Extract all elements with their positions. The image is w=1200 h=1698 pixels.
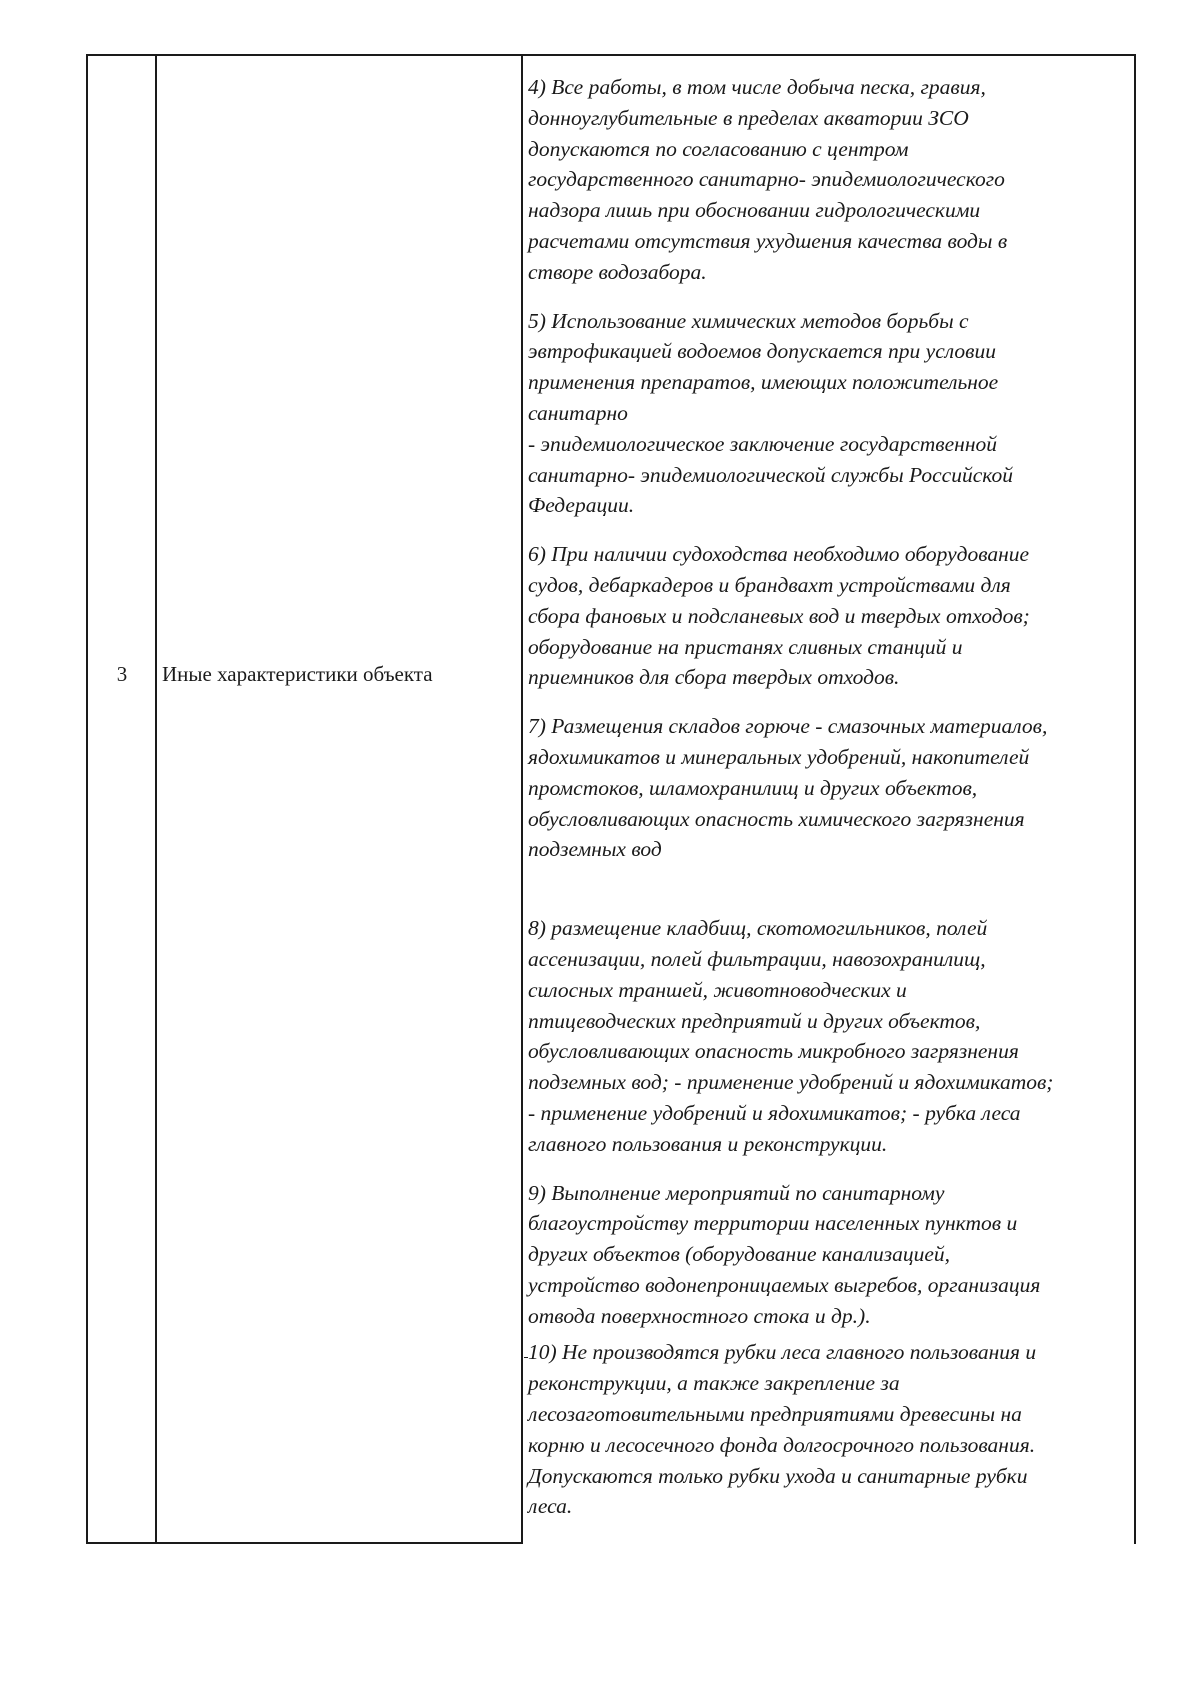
row-label: Иные характеристики объекта — [162, 662, 433, 686]
table-right-border — [1134, 54, 1136, 1544]
paragraph-9: 9) Выполнение мероприятий по санитарному благоустройству территории населенных пунктов и других объектов (оборудование канализацией, устройство водонепроницаемых выгребов, организация отвода поверхностного стока и др.). — [528, 1180, 1041, 1328]
paragraph-5: 5) Использование химических методов борьбы с эвтрофикацией водоемов допускается при условии применения препаратов, имеющих положительное санитарно - эпидемиологическое заключение государственной санитарно- эпидемиологической службы Российской Федерации. — [528, 308, 1013, 518]
column-divider-2 — [521, 54, 523, 1544]
table-left-border — [86, 54, 88, 1544]
paragraph-10: 10) Не производятся рубки леса главного пользования и реконструкции, а также закрепление за лесозаготовительными предприятиями древесины на корню и лесосечного фонда долгосрочного пользования. Допускаются только рубки ухода и санитарные рубки леса. — [528, 1340, 1037, 1519]
paragraph-8: 8) размещение кладбищ, скотомогильников, полей ассенизации, полей фильтрации, навозохранилищ, силосных траншей, животноводческих и птицеводческих предприятий и других объектов, обусловливающих опасность микробного загрязнения подземных вод; - применение удобрений и ядохимикатов; - применение удобрений и ядохимикатов; - рубка леса главного пользования и реконструкции. — [528, 916, 1054, 1156]
requirements-cell — [528, 72, 1128, 1522]
column-divider-1 — [155, 54, 157, 1544]
paragraph-7: 7) Размещения складов горюче - смазочных материалов, ядохимикатов и минеральных удобрений, накопителей промстоков, шламохранилищ и других объектов, обусловливающих опасность химического загрязнения подземных вод — [528, 714, 1048, 862]
table-top-border — [86, 54, 1136, 56]
paragraph-4: 4) Все работы, в том числе добыча песка, гравия, донноуглубительные в пределах акватории ЗСО допускаются по согласованию с центром государственного санитарно- эпидемиологического надзора лишь при обосновании гидрологическими расчетами отсутствия ухудшения качества воды в створе водозабора. — [528, 75, 1008, 284]
paragraph-6: 6) При наличии судоходства необходимо оборудование судов, дебаркадеров и брандвахт устройствами для сбора фановых и подсланевых вод и твердых отходов; оборудование на пристанях сливных станций и приемников для сбора твердых отходов. — [528, 542, 1030, 690]
row-number: 3 — [116, 662, 128, 686]
table-bottom-border — [86, 1542, 522, 1544]
